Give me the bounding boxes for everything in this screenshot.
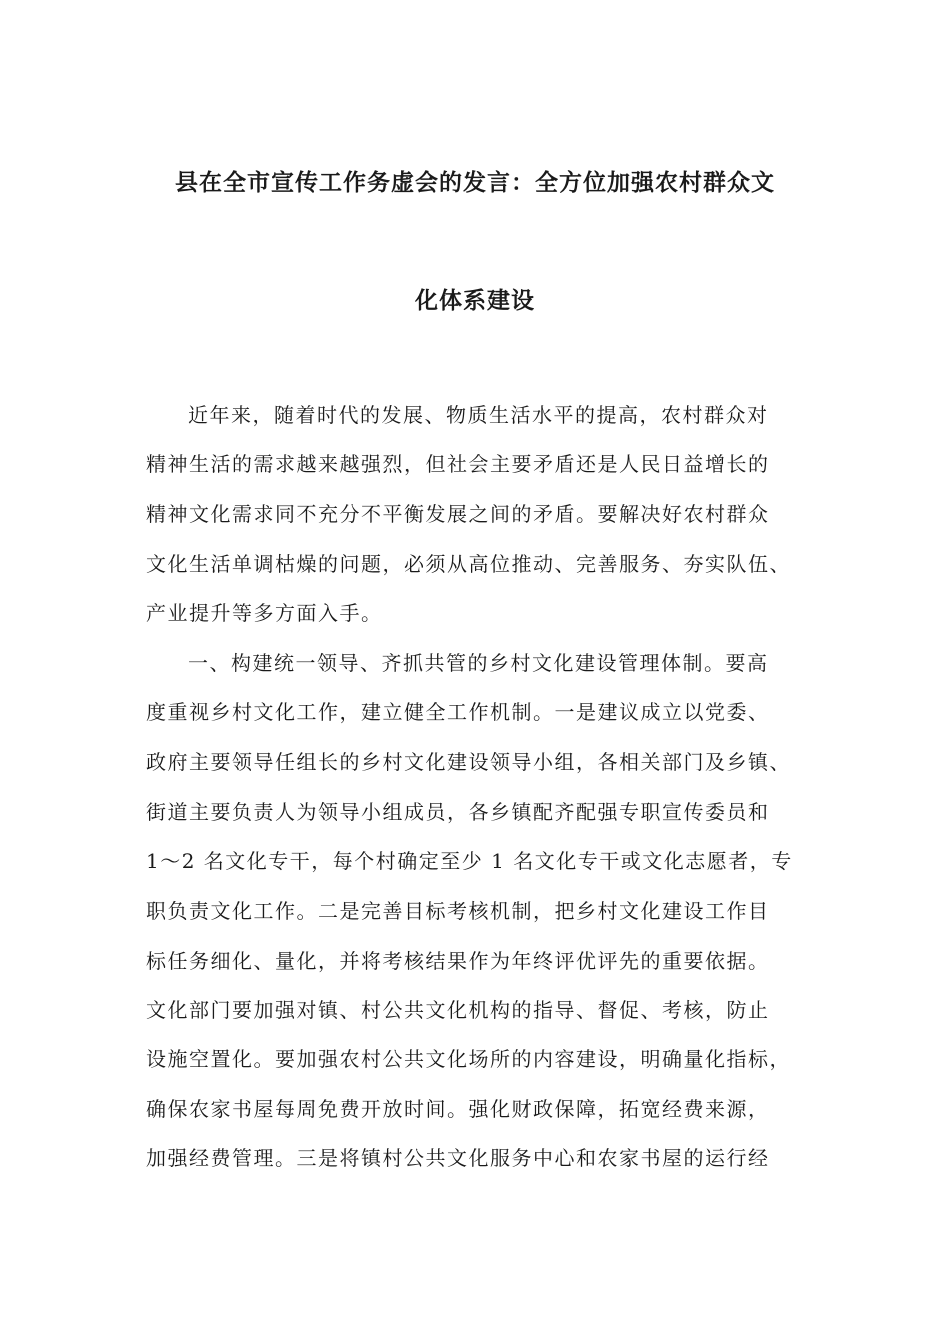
paragraph-line: 加强经费管理。三是将镇村公共文化服务中心和农家书屋的运行经 [146, 1146, 770, 1170]
paragraph-line: 近年来，随着时代的发展、物质生活水平的提高，农村群众对 [188, 403, 769, 427]
paragraph-line: 一、构建统一领导、齐抓共管的乡村文化建设管理体制。要高 [188, 651, 769, 675]
document-title-line-1: 县在全市宣传工作务虚会的发言：全方位加强农村群众文 [175, 170, 775, 196]
document-title-line-2: 化体系建设 [415, 288, 535, 314]
paragraph-line: 精神文化需求同不充分不平衡发展之间的矛盾。要解决好农村群众 [146, 502, 770, 526]
paragraph-line: 职负责文化工作。二是完善目标考核机制，把乡村文化建设工作目 [146, 899, 770, 923]
paragraph-line: 文化部门要加强对镇、村公共文化机构的指导、督促、考核，防止 [146, 998, 770, 1022]
paragraph-line: 确保农家书屋每周免费开放时间。强化财政保障，拓宽经费来源， [146, 1097, 770, 1121]
paragraph-line: 度重视乡村文化工作，建立健全工作机制。一是建议成立以党委、 [146, 700, 770, 724]
paragraph-line: 设施空置化。要加强农村公共文化场所的内容建设，明确量化指标， [146, 1047, 791, 1071]
paragraph-line: 产业提升等多方面入手。 [146, 601, 383, 625]
paragraph-line: 街道主要负责人为领导小组成员，各乡镇配齐配强专职宣传委员和 [146, 800, 770, 824]
paragraph-line: 精神生活的需求越来越强烈，但社会主要矛盾还是人民日益增长的 [146, 452, 770, 476]
paragraph-line: 政府主要领导任组长的乡村文化建设领导小组，各相关部门及乡镇、 [146, 750, 791, 774]
paragraph-line: 1～2 名文化专干，每个村确定至少 1 名文化专干或文化志愿者，专 [146, 849, 793, 873]
paragraph-line: 标任务细化、量化，并将考核结果作为年终评优评先的重要依据。 [146, 949, 770, 973]
paragraph-line: 文化生活单调枯燥的问题，必须从高位推动、完善服务、夯实队伍、 [146, 552, 791, 576]
